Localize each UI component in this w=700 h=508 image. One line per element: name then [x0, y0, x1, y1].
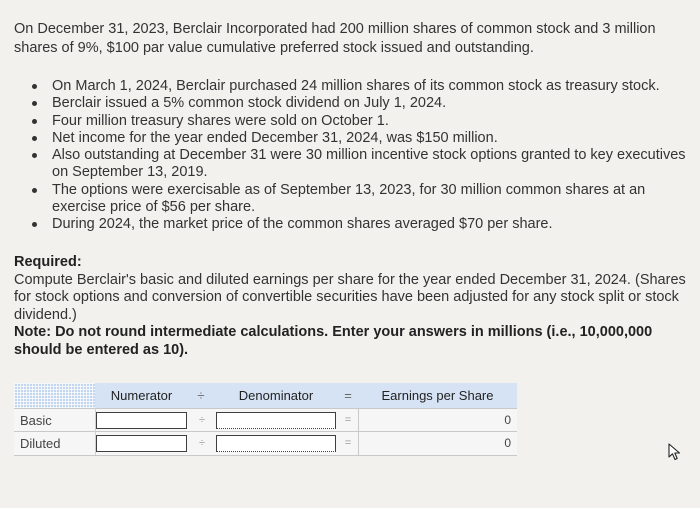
bullet-icon — [32, 84, 37, 89]
diluted-denominator-input[interactable] — [216, 435, 336, 452]
bullet-icon — [32, 101, 37, 106]
required-text: Compute Berclair's basic and diluted earnings per share for the year ended December 31, 2024. (Shares for stock options and conversion of convertible securities have been adjusted for any stock split or stock dividend.) — [14, 271, 686, 323]
header-divide: ÷ — [197, 388, 205, 403]
bullet-icon — [32, 136, 37, 141]
list-item: On March 1, 2024, Berclair purchased 24 million shares of its common stock as treasury stock. — [30, 78, 696, 95]
row-label-diluted: Diluted — [20, 436, 61, 451]
bullet-icon — [32, 119, 37, 124]
required-heading: Required: — [14, 254, 82, 270]
basic-denominator-input[interactable] — [216, 412, 336, 429]
required-section — [14, 254, 696, 359]
header-corner — [14, 383, 95, 408]
equals-sign: = — [344, 437, 352, 449]
header-denominator: Denominator — [238, 388, 314, 403]
list-item: The options were exercisable as of September 13, 2023, for 30 million common shares at an exercise price of $56 per share. — [30, 182, 696, 217]
basic-eps-value: 0 — [358, 409, 517, 432]
list-item: Net income for the year ended December 31, 2024, was $150 million. — [30, 130, 696, 147]
diluted-numerator-input[interactable] — [96, 435, 187, 452]
table-row — [14, 408, 517, 432]
list-item: Berclair issued a 5% common stock dividend on July 1, 2024. — [30, 95, 696, 112]
equals-sign: = — [344, 414, 352, 426]
header-equals: = — [344, 388, 352, 403]
list-item: Also outstanding at December 31 were 30 million incentive stock options granted to key executives on September 13, 2019. — [30, 147, 696, 182]
diluted-eps-value: 0 — [358, 432, 517, 455]
divide-sign: ÷ — [198, 414, 206, 426]
table-row — [14, 431, 517, 456]
bullet-icon — [32, 222, 37, 227]
list-item: During 2024, the market price of the common shares averaged $70 per share. — [30, 216, 696, 233]
mouse-pointer-icon — [668, 443, 682, 461]
header-numerator: Numerator — [110, 388, 173, 403]
rounding-note: Note: Do not round intermediate calculations. Enter your answers in millions (i.e., 10,000,000 should be entered as 10). — [14, 324, 653, 358]
bullet-icon — [32, 188, 37, 193]
header-eps: Earnings per Share — [381, 388, 494, 403]
divide-sign: ÷ — [198, 437, 206, 449]
eps-table — [14, 383, 517, 455]
bullet-icon — [32, 153, 37, 158]
column-divider — [95, 408, 96, 455]
basic-numerator-input[interactable] — [96, 412, 187, 429]
facts-list — [30, 78, 696, 234]
problem-intro: On December 31, 2023, Berclair Incorporated had 200 million shares of common stock and 3 million shares of 9%, $100 par value cumulative preferred stock issued and outstanding. — [14, 21, 656, 56]
list-item: Four million treasury shares were sold on October 1. — [30, 113, 696, 130]
row-label-basic: Basic — [20, 413, 52, 428]
table-header — [14, 383, 517, 408]
